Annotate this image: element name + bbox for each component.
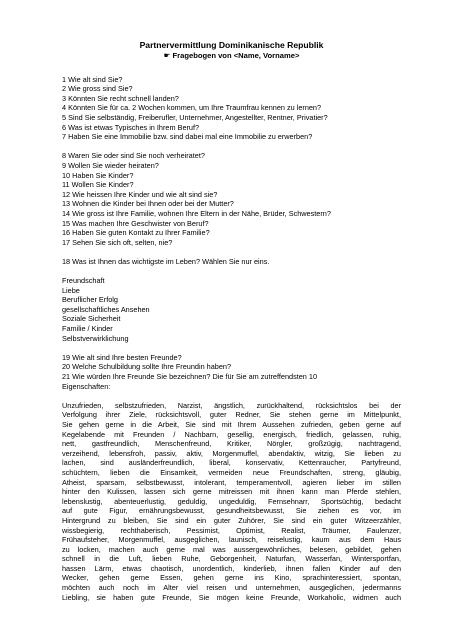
question-line: 12 Wie heissen Ihre Kinder und wie alt sind sie? — [62, 189, 218, 199]
question-line: 21 Wie würden Ihre Freunde Sie bezeichnen? Die für Sie am zutreffendsten 10 — [62, 372, 317, 381]
paragraph-line: lebenslustig, abenteuerlustig, geduldig, ungeduldig, Fernsehnarr, Sportsüchtig, bedacht — [62, 496, 401, 506]
question-line: 9 Wollen Sie wieder heiraten? — [62, 160, 159, 170]
spacer — [62, 266, 401, 276]
list-item: Soziale Sicherheit — [62, 314, 121, 324]
spacer — [62, 247, 401, 257]
list-item: Beruflicher Erfolg — [62, 295, 118, 305]
page-subtitle: ☛ Fragebogen von <Name, Vorname> — [163, 50, 300, 60]
paragraph-line: wissbegierig, rechthaberisch, Pessimist, Optimist, Realist, Träumer, Faulenzer, — [62, 525, 401, 535]
values-list — [62, 276, 401, 343]
question-line: 3 Könnten Sie recht schnell landen? — [62, 93, 179, 103]
paragraph-line: Hintergrund zu bleiben, Sie sind ein guter Zuhörer, Sie sind ein guter Witzeerzähler, — [62, 515, 401, 525]
paragraph-line: auf gute Figur, ernährungsbewusst, gesundheitsbewusst, Sie ziehen es vor, im — [62, 506, 401, 516]
question-block-3 — [62, 353, 401, 391]
list-item: Freundschaft — [62, 276, 105, 286]
paragraph-line: Atheist, sparsam, selbstbewusst, intolerant, temperamentvoll, agieren lieber im stillen — [62, 477, 401, 487]
question-line: 2 Wie gross sind Sie? — [62, 84, 133, 94]
question-line: 18 Was ist Ihnen das wichtigste im Leben? Wählen Sie nur eins. — [62, 256, 270, 266]
question-line: 15 Was machen Ihre Geschwister von Beruf? — [62, 218, 209, 228]
paragraph-line: hinter den Kulissen, lassen sich gerne mitreissen mit ihnen kann man Pferde stehlen, — [62, 487, 401, 497]
paragraph-line: Wecker, gehen gerne Essen, gehen gerne ins Kino, sprachinteressiert, spontan, — [62, 573, 401, 583]
paragraph-line: zu locken, machen auch gerne mal was aussergewöhnliches, belesen, gebildet, gehen — [62, 544, 401, 554]
spacer — [62, 343, 401, 353]
list-item: Selbstverwirklichung — [62, 333, 129, 343]
paragraph-line: Liebling, sie haben gute Freunde, Sie mögen keine Freunde, Workaholic, widmen auch — [62, 592, 401, 602]
list-item: Liebe — [62, 285, 80, 295]
question-line: 4 Könnten Sie für ca. 2 Wochen kommen, um Ihre Traumfrau kennen zu lernen? — [62, 103, 322, 113]
question-line: 14 Wie gross ist Ihre Familie, wohnen Ihre Eltern in der Nähe, Brüder, Schwestern? — [62, 208, 331, 218]
question-line: 17 Sehen Sie sich oft, selten, nie? — [62, 237, 173, 247]
spacer — [62, 142, 401, 152]
traits-paragraph — [62, 401, 401, 602]
question-line: 11 Wollen Sie Kinder? — [62, 180, 134, 190]
paragraph-line: Frühaufsteher, Morgenmuffel, ausgeglichen, launisch, reiselustig, kaum aus dem Haus — [62, 535, 401, 545]
question-line: 20 Welche Schulbildung sollte Ihre Freundin haben? — [62, 362, 232, 372]
paragraph-line: nett, gastfreundlich, Menschenfreund, Kritiker, Nörgler, großzügig, nachtragend, — [62, 439, 401, 449]
question-line: 10 Haben Sie Kinder? — [62, 170, 134, 180]
question-block-2 — [62, 151, 401, 247]
question-line: 8 Waren Sie oder sind Sie noch verheiratet? — [62, 151, 205, 161]
list-item: gesellschaftliches Ansehen — [62, 304, 150, 314]
spacer — [62, 391, 401, 401]
question-line: 16 Haben Sie guten Kontakt zu Ihrer Familie? — [62, 228, 210, 238]
question-line: 13 Wohnen die Kinder bei Ihnen oder bei der Mutter? — [62, 199, 234, 209]
paragraph-line: verzeihend, lebensfroh, passiv, aktiv, Morgenmuffel, abendaktiv, witzig, Sie lieben zu — [62, 448, 401, 458]
paragraph-line: Sie gehen gerne in die Arbeit, Sie sind mit Ihrem Aussehen zufrieden, geben gerne auf — [62, 419, 401, 429]
question-line: 6 Was ist etwas Typisches in Ihrem Beruf? — [62, 122, 200, 132]
paragraph-line: Verfolgung ihrer Ziele, rücksichtsvoll, guter Redner, Sie stehen gerne im Mittelpunkt, — [62, 410, 401, 420]
paragraph-line: möchten auch noch im Alter viel reisen und unternehmen, ausgeglichen, jedermanns — [62, 583, 401, 593]
question-line: 1 Wie alt sind Sie? — [62, 74, 123, 84]
question-line: 5 Sind Sie selbständig, Freiberufler, Unternehmer, Angestellter, Rentner, Privatier? — [62, 112, 328, 122]
question-line: 7 Haben Sie eine Immobilie bzw. sind dabei mal eine Immobilie zu erwerben? — [62, 132, 313, 142]
list-item: Familie / Kinder — [62, 324, 113, 334]
paragraph-line: schnell in die Luft, lieben Ruhe, Geborgenheit, Naturfan, Wasserfan, Wintersportfan, — [62, 554, 401, 564]
spacer — [62, 61, 401, 75]
paragraph-line: lachen, sind ausländerfreundlich, liberal, konservativ, Kettenraucher, Partyfreund, — [62, 458, 401, 468]
page-title: Partnervermittlung Dominikanische Republik — [139, 40, 324, 50]
paragraph-line: Unzufrieden, selbstzufrieden, Narzist, ängstlich, zurückhaltend, rücksichtslos bei der — [62, 400, 401, 410]
question-line: Eigenschaften: — [62, 381, 111, 391]
paragraph-line: hassen Lärm, etwas chaotisch, unordentlich, kinderlieb, ihnen fallen Kinder auf den — [62, 563, 401, 573]
question-block-1 — [62, 75, 401, 142]
paragraph-line: schüchtern, lieben die Einsamkeit, vermeiden neue Freundschaften, streng, gläubig, — [62, 467, 401, 477]
paragraph-line: Kegelabende mit Freunden / Nachbarn, gesellig, energisch, friedlich, gelassen, ruhig, — [62, 429, 401, 439]
question-line: 19 Wie alt sind Ihre besten Freunde? — [62, 352, 182, 362]
